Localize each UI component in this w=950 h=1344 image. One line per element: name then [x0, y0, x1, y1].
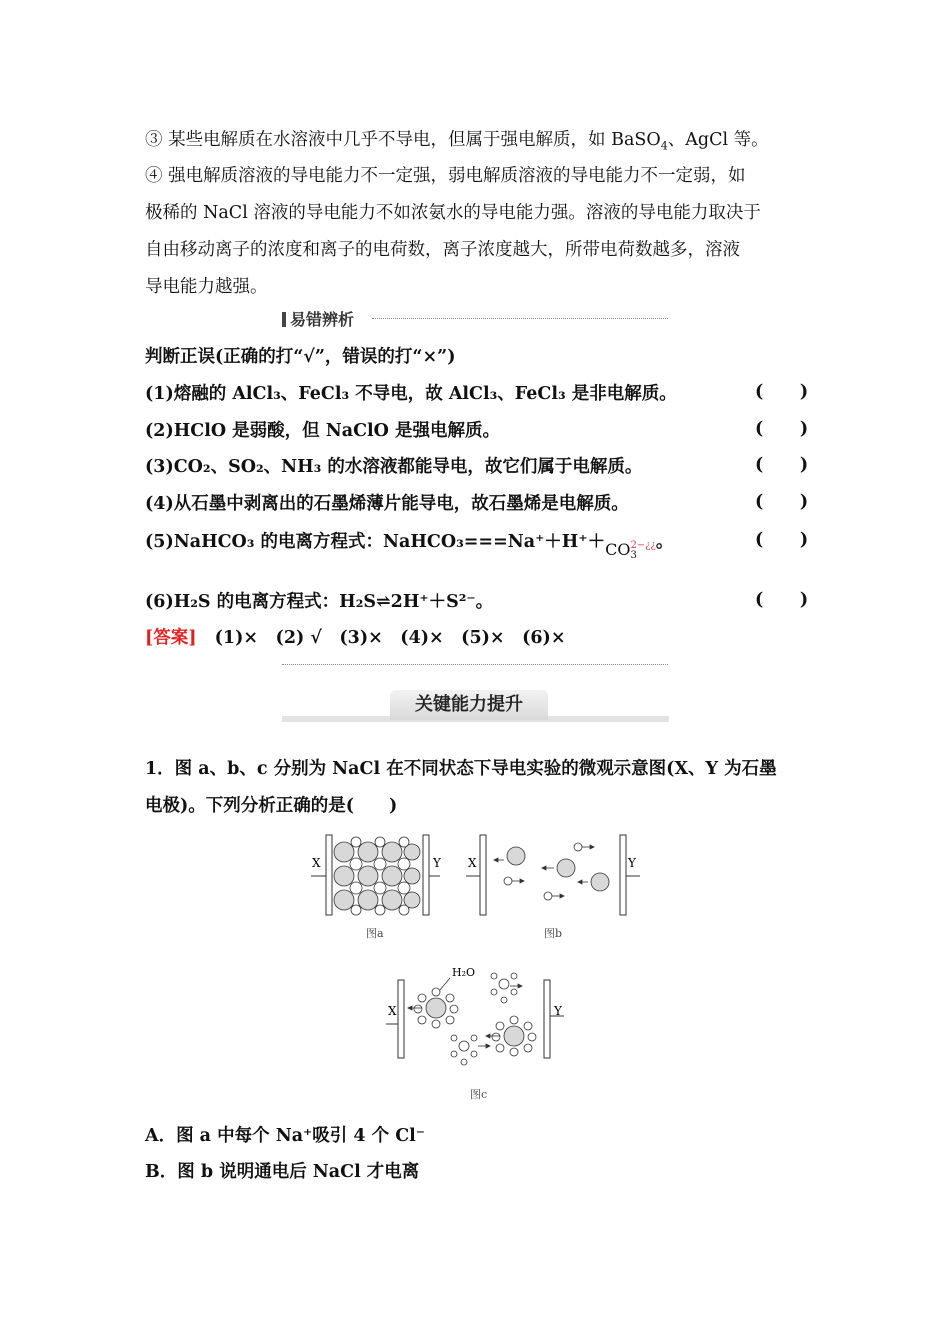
judge-q5-co-sup: 2−¿¿: [630, 539, 656, 551]
fig-c-caption: 图c: [470, 1088, 488, 1101]
judge-q5-text: (5)NaHCO₃ 的电离方程式：NaHCO₃===Na⁺＋H⁺＋: [145, 532, 606, 552]
judge-q1: (1)熔融的 AlCl₃、FeCl₃ 不导电，故 AlCl₃、FeCl₃ 是非电解质。: [145, 384, 677, 404]
judge-q5-end: 。: [655, 532, 674, 552]
note-4-line-4: 导电能力越强。: [145, 277, 268, 297]
answer-blank-1[interactable]: ( ): [755, 382, 809, 402]
note-4-line-2: 极稀的 NaCl 溶液的导电能力不如浓氨水的导电能力强。溶液的导电能力取决于: [145, 203, 761, 223]
fig-a-lattice: [334, 842, 420, 910]
judge-q3: (3)CO₂、SO₂、NH₃ 的水溶液都能导电，故它们属于电解质。: [145, 457, 643, 477]
fig-c-electrode-y: [544, 980, 550, 1058]
note-3: [145, 128, 769, 159]
section-title: [282, 307, 354, 330]
judge-q2: (2)HClO 是弱酸，但 NaClO 是强电解质。: [145, 421, 501, 441]
judge-intro: 判断正误(正确的打“√”，错误的打“×”): [145, 347, 456, 367]
answer-blank-6[interactable]: ( ): [755, 590, 809, 610]
answer-divider: [282, 664, 668, 665]
fig-b-electrode-x: [480, 835, 486, 915]
judge-q6: (6)H₂S 的电离方程式：H₂S⇌2H⁺＋S²⁻。: [145, 592, 494, 612]
fig-b-electrode-y: [620, 835, 626, 915]
fig-a-x-label: X: [312, 856, 321, 870]
answer-row: [145, 626, 566, 650]
option-b[interactable]: B．图 b 说明通电后 NaCl 才电离: [145, 1162, 420, 1182]
judge-q5: [145, 530, 674, 561]
section-divider: [372, 318, 668, 319]
answer-items: (1)× (2) √ (3)× (4)× (5)× (6)×: [214, 628, 566, 648]
question-1-line-2: 电极)。下列分析正确的是( ): [145, 796, 398, 816]
fig-a-electrode-x: [326, 835, 332, 915]
fig-c-x-label: X: [388, 1004, 397, 1018]
fig-a-y-label: Y: [433, 856, 441, 870]
section-bar: [282, 312, 286, 327]
judge-q5-co: CO: [605, 540, 631, 559]
judge-q4: (4)从石墨中剥离出的石墨烯薄片能导电，故石墨烯是电解质。: [145, 494, 629, 514]
question-1-line-1: 1．图 a、b、c 分别为 NaCl 在不同状态下导电实验的微观示意图(X、Y 为石墨: [145, 759, 777, 779]
note-3-tail: 、AgCl 等。: [667, 130, 769, 150]
option-a[interactable]: A．图 a 中每个 Na⁺吸引 4 个 Cl⁻: [145, 1126, 426, 1146]
fig-c-water-label: H₂O: [452, 966, 476, 979]
fig-c-electrode-x: [398, 980, 404, 1058]
note-3-text: ③ 某些电解质在水溶液中几乎不导电，但属于强电解质，如 BaSO: [145, 130, 661, 150]
fig-b-caption: 图b: [544, 927, 563, 940]
section-title-text: 易错辨析: [290, 310, 355, 329]
judge-q5-carbonate: [605, 540, 656, 559]
note-3-sub: 4: [660, 139, 668, 153]
answer-tag: [答案]: [145, 628, 197, 648]
fig-b-ions: [494, 843, 609, 900]
fig-b-y-label: Y: [628, 856, 636, 870]
fig-a-electrode-y: [423, 835, 429, 915]
fig-b-x-label: X: [468, 856, 477, 870]
fig-c-y-label: Y: [554, 1004, 562, 1018]
figure-c: [382, 958, 582, 1108]
answer-blank-2[interactable]: ( ): [755, 419, 809, 439]
banner-title: 关键能力提升: [390, 690, 548, 720]
answer-blank-4[interactable]: ( ): [755, 492, 809, 512]
answer-blank-3[interactable]: ( ): [755, 455, 809, 475]
figure-ab: [308, 830, 648, 950]
fig-a-caption: 图a: [366, 927, 384, 940]
answer-blank-5[interactable]: ( ): [755, 530, 809, 550]
note-4-line-1: ④ 强电解质溶液的导电能力不一定强，弱电解质溶液的导电能力不一定弱，如: [145, 166, 746, 186]
judge-q5-co-sub: 3: [630, 549, 637, 561]
note-4-line-3: 自由移动离子的浓度和离子的电荷数，离子浓度越大，所带电荷数越多，溶液: [145, 240, 740, 260]
